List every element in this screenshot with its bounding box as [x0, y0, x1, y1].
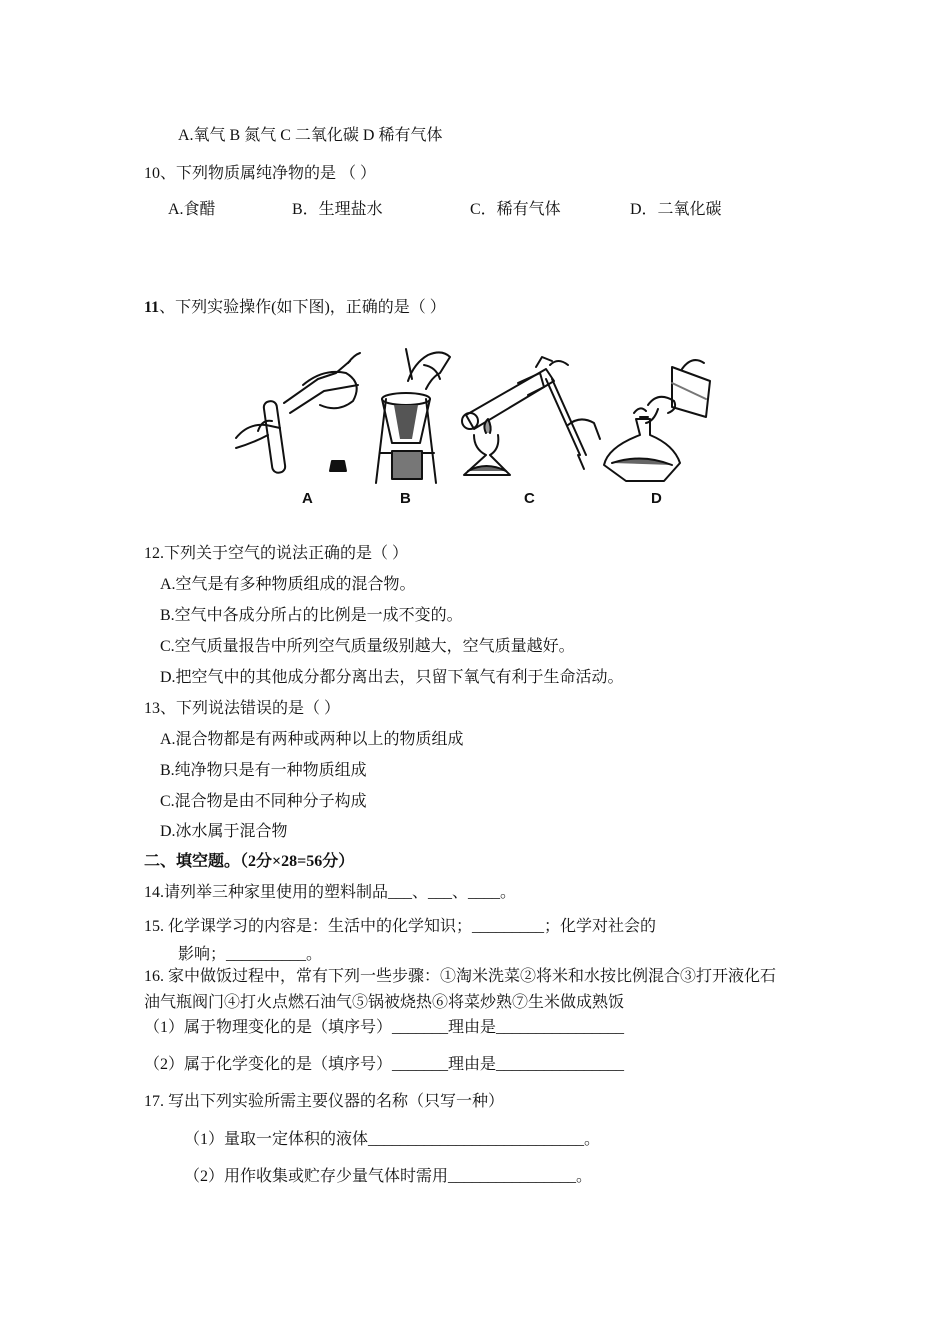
q12-option-a: A.空气是有多种物质组成的混合物。	[160, 576, 416, 593]
figure-label-a: A	[302, 490, 313, 507]
q13-option-d: D.冰水属于混合物	[160, 823, 288, 840]
q16-sub2: （2）属于化学变化的是（填序号）_______理由是________________	[144, 1056, 625, 1073]
q12-option-c: C.空气质量报告中所列空气质量级别越大，空气质量越好。	[160, 638, 575, 655]
panel-d-pouring-into-flask	[604, 360, 710, 481]
q15-line2: 影响；__________。	[178, 946, 323, 963]
q11-stem-text: 、下列实验操作(如下图)，正确的是（ ）	[159, 299, 446, 316]
q12-option-d: D.把空气中的其他成分都分离出去，只留下氧气有利于生命活动。	[160, 669, 624, 686]
q14: 14.请列举三种家里使用的塑料制品___、___、____。	[144, 884, 517, 901]
q17-sub1: （1）量取一定体积的液体___________________________。	[184, 1131, 601, 1148]
q15-line1: 15. 化学课学习的内容是：生活中的化学知识；_________；化学对社会的	[144, 918, 657, 935]
q10-option-a: A.食醋	[168, 201, 216, 218]
q10-option-c: C．稀有气体	[470, 201, 561, 218]
q13-option-a: A.混合物都是有两种或两种以上的物质组成	[160, 731, 464, 748]
figure-label-d: D	[651, 490, 662, 507]
q13-stem: 13、下列说法错误的是（ ）	[144, 700, 341, 717]
q11-figure	[228, 343, 718, 515]
q10-option-d: D．二氧化碳	[630, 201, 722, 218]
q17-stem: 17. 写出下列实验所需主要仪器的名称（只写一种）	[144, 1093, 505, 1110]
q16-line1: 16. 家中做饭过程中，常有下列一些步骤：①淘米洗菜②将米和水按比例混合③打开液化石	[144, 968, 777, 985]
q11-number: 11	[144, 299, 160, 316]
q11-stem	[144, 298, 446, 318]
panel-a-pouring-liquid	[236, 353, 360, 473]
q10-stem: 10、下列物质属纯净物的是 （ ）	[144, 165, 377, 182]
panel-c-heating-tube	[462, 357, 600, 475]
q13-option-c: C.混合物是由不同种分子构成	[160, 793, 367, 810]
figure-label-b: B	[400, 490, 411, 507]
q13-option-b: B.纯净物只是有一种物质组成	[160, 762, 367, 779]
q12-stem: 12.下列关于空气的说法正确的是（ ）	[144, 545, 409, 562]
lab-operations-illustration	[228, 343, 718, 515]
section-2-title: 二、填空题。（2分×28=56分）	[144, 853, 355, 870]
q16-sub1: （1）属于物理变化的是（填序号）_______理由是________________	[144, 1019, 625, 1036]
q12-option-b: B.空气中各成分所占的比例是一成不变的。	[160, 607, 463, 624]
q16-line2: 油气瓶阀门④打火点燃石油气⑤锅被烧热⑥将菜炒熟⑦生米做成熟饭	[144, 994, 625, 1011]
panel-b-funnel-on-stand	[376, 349, 450, 483]
figure-label-c: C	[524, 490, 535, 507]
q10-option-b: B．生理盐水	[292, 201, 383, 218]
q17-sub2: （2）用作收集或贮存少量气体时需用________________。	[184, 1168, 593, 1185]
q9-options: A.氧气 B 氮气 C 二氧化碳 D 稀有气体	[178, 127, 443, 144]
